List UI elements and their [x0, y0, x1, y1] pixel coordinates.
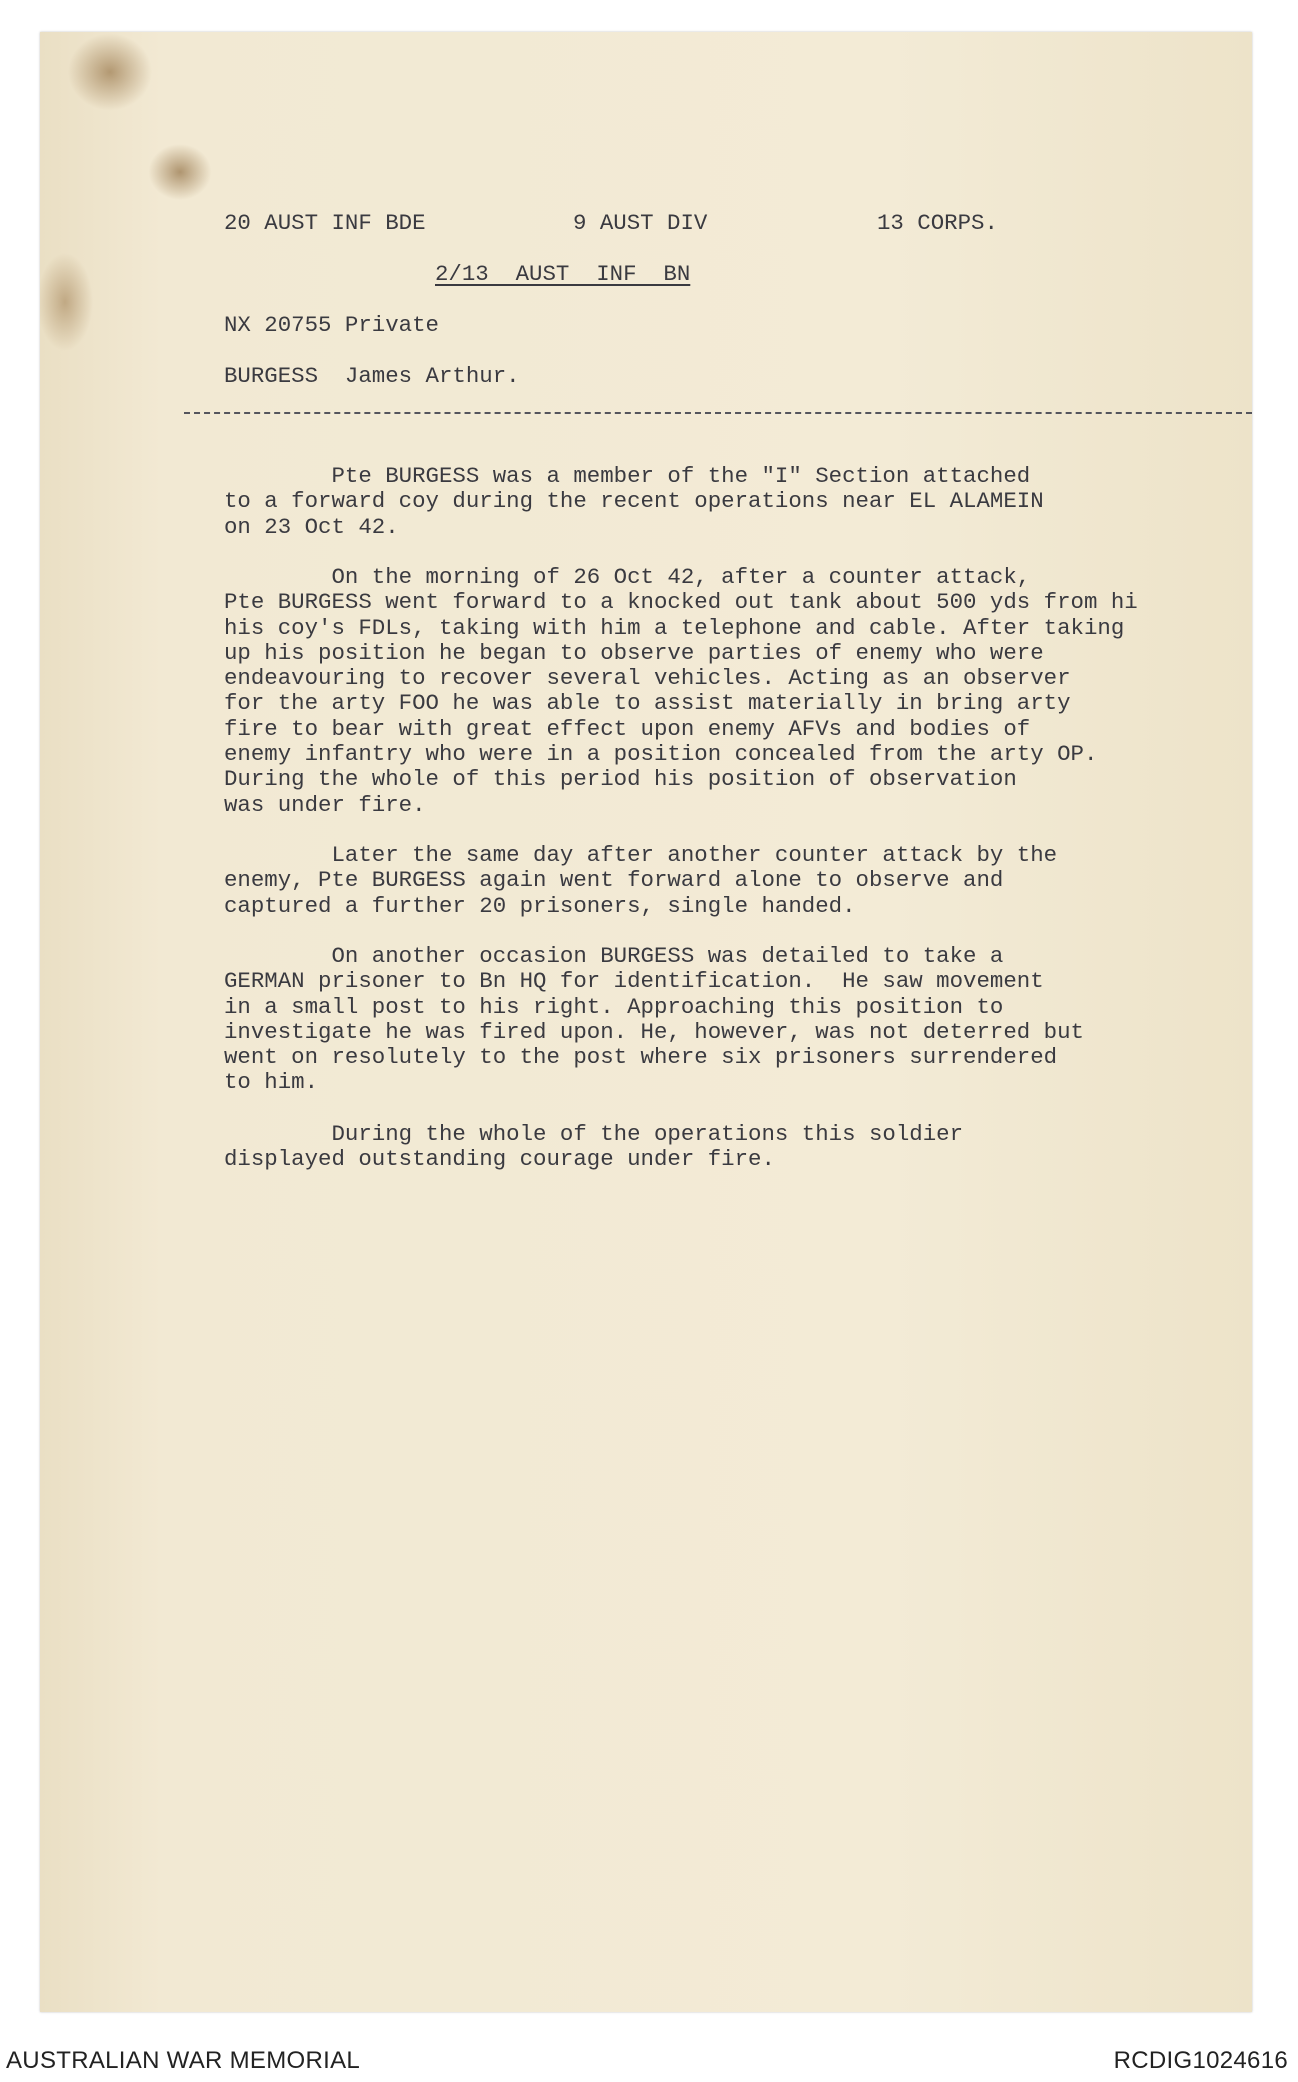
division-heading: 9 AUST DIV — [573, 210, 708, 236]
corps-heading: 13 CORPS. — [877, 210, 998, 236]
service-number: NX 20755 Private — [224, 312, 439, 338]
paragraph-1: Pte BURGESS was a member of the "I" Section attached to a forward coy during the recent operations near EL ALAMEIN on 23 Oct 42. — [224, 463, 1044, 540]
footer-institution: AUSTRALIAN WAR MEMORIAL — [6, 2047, 361, 2074]
paragraph-2: On the morning of 26 Oct 42, after a counter attack, Pte BURGESS went forward to a knocked out tank about 500 yds from hi his coy's FDLs, taking with him a telephone and cable. After taking up his position he began to observe parties of enemy who were endeavouring to recover several vehicles. Acting as an observer for the arty FOO he was able to assist materially in bring arty fire to bear with great effect upon enemy AFVs and bodies of enemy infantry who were in a position concealed from the arty OP. During the whole of this period his position of observation was under fire. — [224, 564, 1138, 818]
paragraph-3: Later the same day after another counter attack by the enemy, Pte BURGESS again went forward alone to observe and captured a further 20 prisoners, single handed. — [224, 842, 1058, 919]
battalion-heading: 2/13 AUST INF BN — [435, 261, 691, 287]
footer-identifier: RCDIG1024616 — [1113, 2047, 1288, 2074]
brigade-heading: 20 AUST INF BDE — [224, 210, 426, 236]
paragraph-4: On another occasion BURGESS was detailed to take a GERMAN prisoner to Bn HQ for identification. He saw movement in a small post to his right. Approaching this position to investigate he was fired upon. He, however, was not deterred but went on resolutely to the post where six prisoners surrendered to him. — [224, 943, 1084, 1096]
dashed-divider — [184, 412, 1252, 414]
soldier-name: BURGESS James Arthur. — [224, 363, 520, 389]
paragraph-5: During the whole of the operations this soldier displayed outstanding courage under fire. — [224, 1121, 964, 1173]
